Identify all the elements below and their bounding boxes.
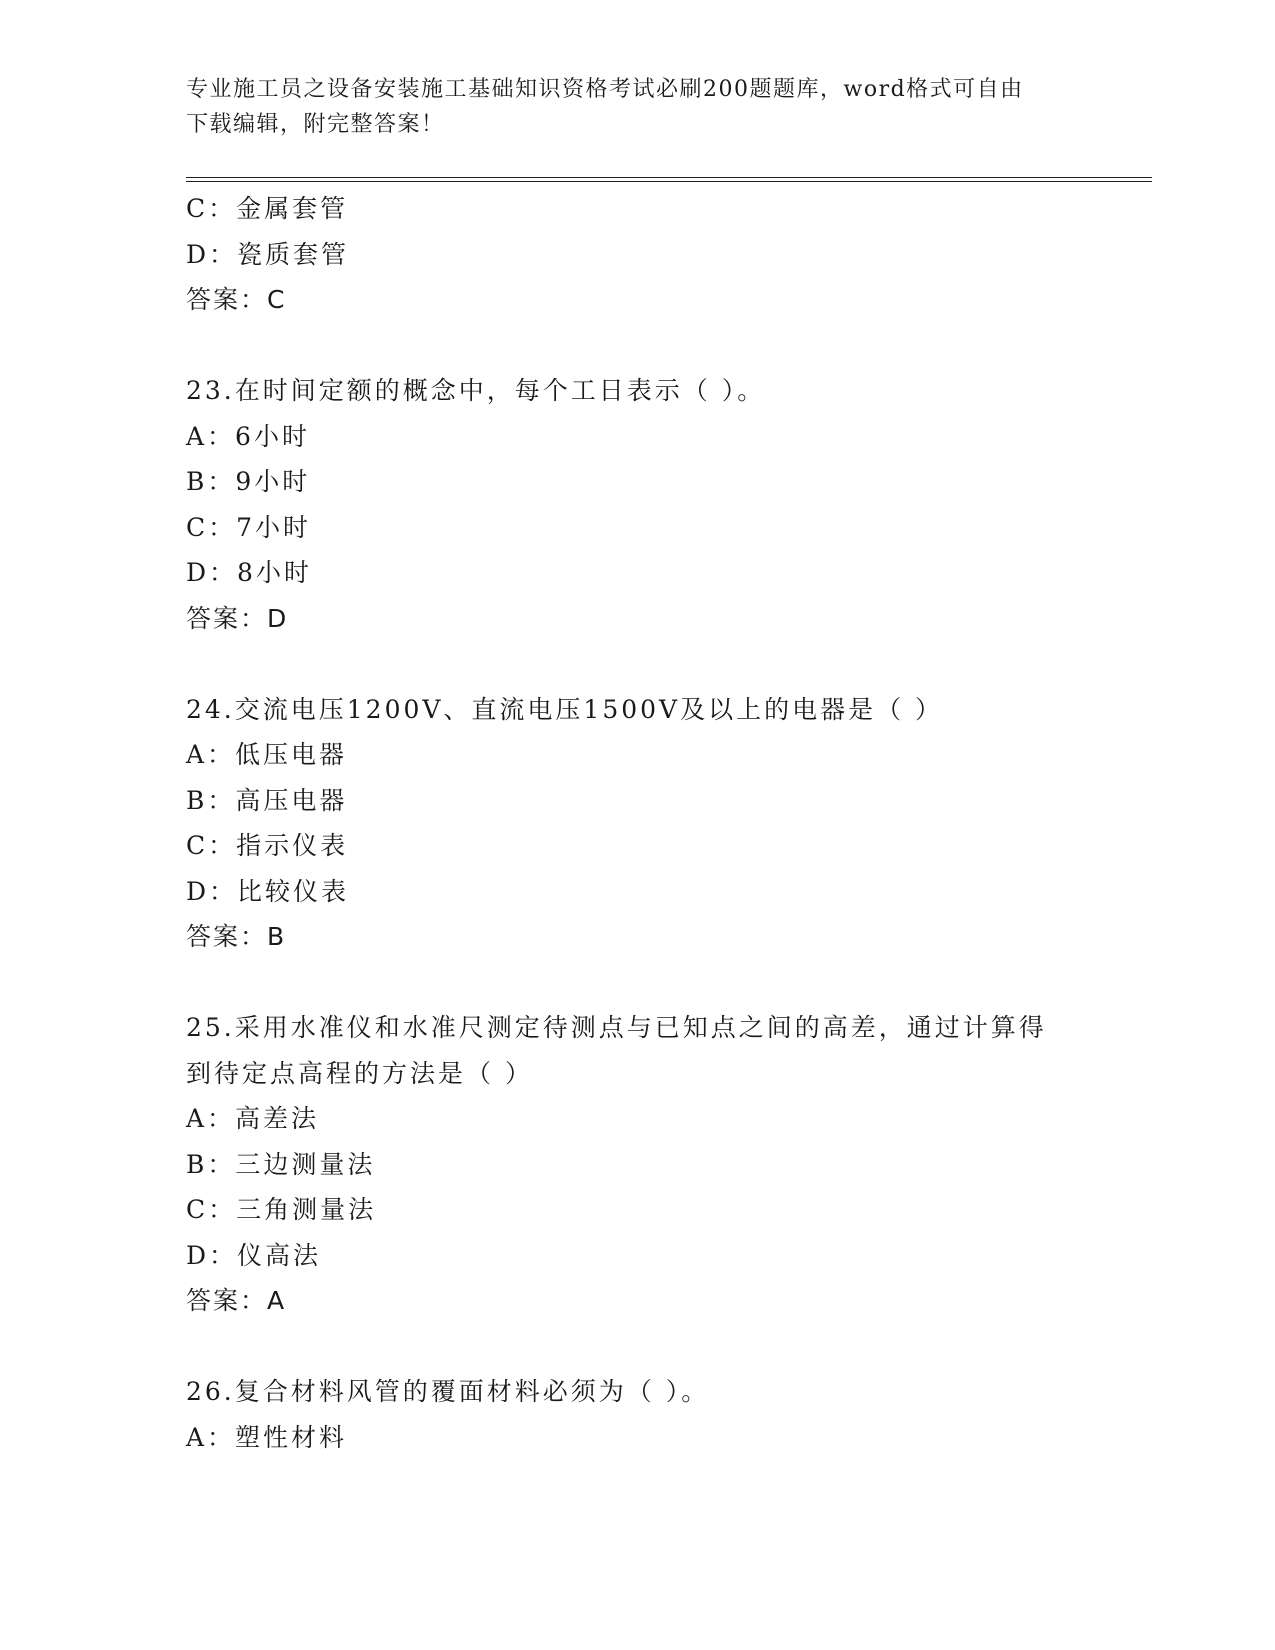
question-24 xyxy=(186,687,1152,960)
header-divider xyxy=(186,177,1152,182)
answer-line: 答案：C xyxy=(186,285,287,314)
answer-line: 答案：B xyxy=(186,922,287,951)
option-c: C：7小时 xyxy=(186,512,312,542)
option-b: B：高压电器 xyxy=(186,785,348,815)
option-a: A：高差法 xyxy=(186,1104,320,1133)
document-header xyxy=(186,72,1066,142)
question-text: 26.复合材料风管的覆面材料必须为（ ）。 xyxy=(186,1377,710,1406)
header-line-1: 专业施工员之设备安装施工基础知识资格考试必刷200题题库，word格式可自由 xyxy=(186,77,1024,102)
option-d: D：比较仪表 xyxy=(186,876,350,906)
question-text-line-2: 到待定点高程的方法是（ ） xyxy=(186,1058,533,1088)
option-c: C：三角测量法 xyxy=(186,1195,377,1224)
spacer xyxy=(186,1324,1152,1370)
option-c: C：指示仪表 xyxy=(186,831,349,860)
option-a: A：低压电器 xyxy=(186,740,348,769)
option-a: A：6小时 xyxy=(186,421,310,451)
spacer xyxy=(186,960,1152,1006)
option-a: A：塑性材料 xyxy=(186,1422,348,1452)
answer-line: 答案：D xyxy=(186,603,289,633)
option-b: B：9小时 xyxy=(186,467,311,496)
previous-question-tail xyxy=(186,186,1152,323)
question-text-line-1: 25.采用水准仪和水准尺测定待测点与已知点之间的高差，通过计算得 xyxy=(186,1013,1047,1042)
option-b: B：三边测量法 xyxy=(186,1149,376,1179)
spacer xyxy=(186,641,1152,687)
question-text: 24.交流电压1200V、直流电压1500V及以上的电器是（ ） xyxy=(186,694,944,724)
question-text: 23.在时间定额的概念中，每个工日表示（ ）。 xyxy=(186,376,766,405)
question-25 xyxy=(186,1005,1152,1324)
spacer xyxy=(186,323,1152,369)
question-list xyxy=(186,186,1152,1460)
option-d: D：瓷质套管 xyxy=(186,239,350,269)
option-c: C：金属套管 xyxy=(186,194,349,223)
answer-line: 答案：A xyxy=(186,1286,287,1315)
option-d: D：仪高法 xyxy=(186,1240,322,1270)
header-line-2: 下载编辑，附完整答案！ xyxy=(186,112,445,137)
question-23 xyxy=(186,368,1152,641)
question-26 xyxy=(186,1369,1152,1460)
option-d: D：8小时 xyxy=(186,558,312,587)
